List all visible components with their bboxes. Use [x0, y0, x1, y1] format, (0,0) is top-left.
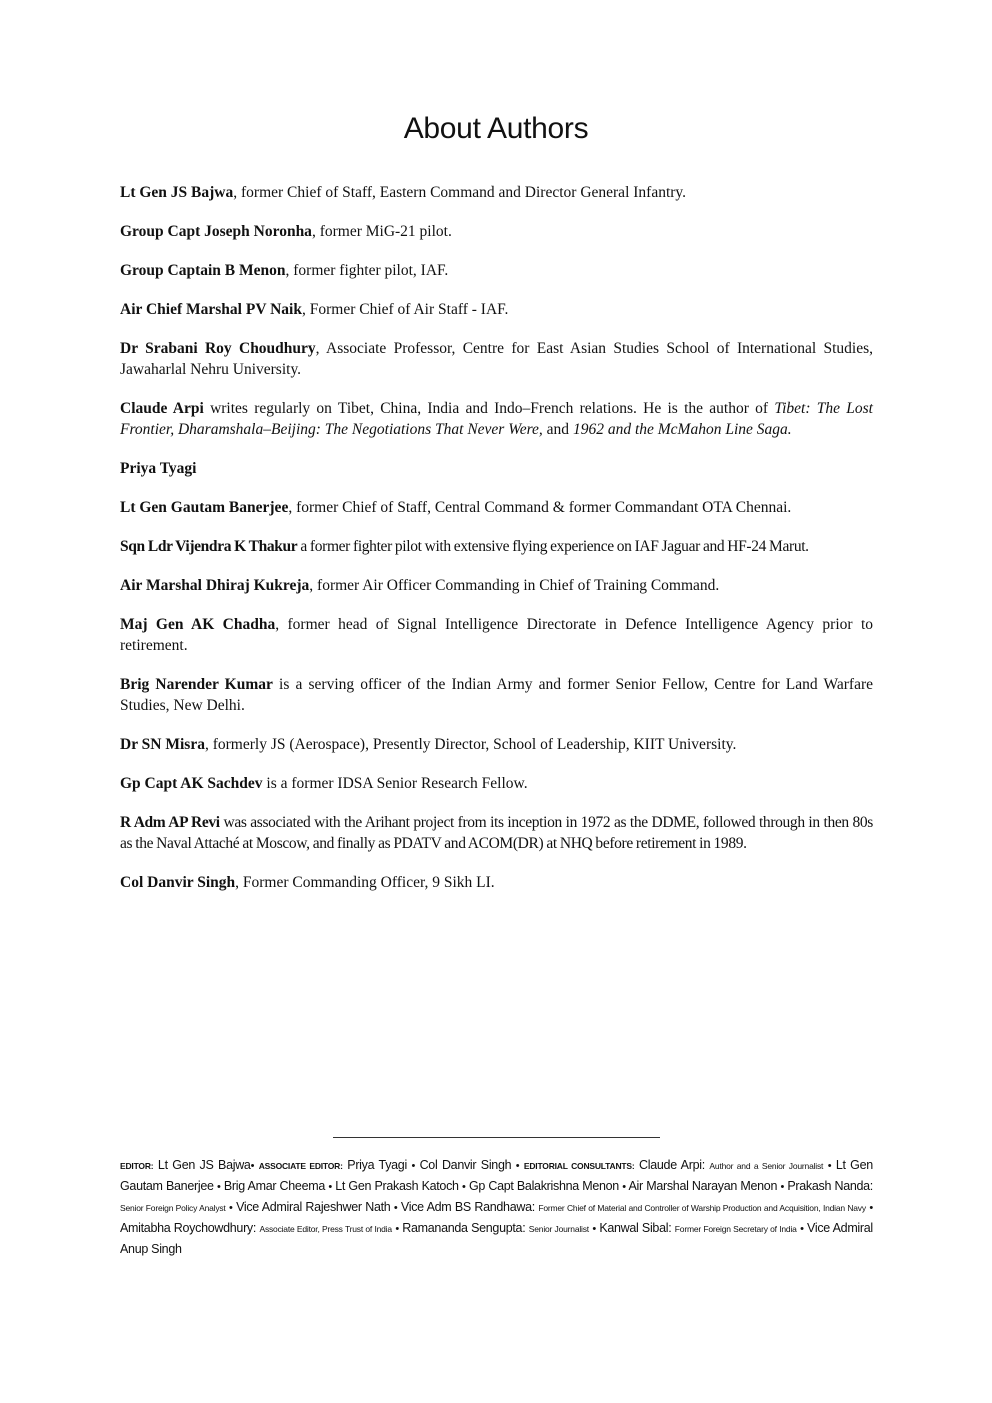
- author-name: Dr Srabani Roy Choudhury: [120, 340, 316, 357]
- author-name: Lt Gen Gautam Banerjee: [120, 499, 289, 516]
- author-description: , former Air Officer Commanding in Chief of Training Command.: [309, 577, 720, 594]
- consultant-title: Associate Editor, Press Trust of India: [259, 1224, 392, 1234]
- consultant-name: Vice Admiral Anup Singh: [120, 1221, 873, 1256]
- author-description: , former MiG-21 pilot.: [311, 223, 452, 240]
- consultant-title: Former Chief of Material and Controller of Warship Production and Acquisition, Indian Navy: [538, 1203, 866, 1213]
- consultant-title: Author and a Senior Journalist: [709, 1161, 824, 1171]
- associate-editor-name: Col Danvir Singh: [419, 1158, 512, 1172]
- bullet-separator: •: [800, 1223, 804, 1235]
- author-entry: [120, 458, 873, 479]
- bullet-separator: •: [395, 1223, 399, 1235]
- consultant-name: Claude Arpi:: [639, 1158, 705, 1172]
- author-entry: [120, 221, 873, 242]
- author-description: , former Chief of Staff, Central Command & former Commandant OTA Chennai.: [288, 499, 792, 516]
- author-entry: [120, 497, 873, 518]
- consultant-name: Vice Adm BS Randhawa:: [400, 1200, 535, 1214]
- author-entry: [120, 536, 873, 557]
- author-description: writes regularly on Tibet, China, India and Indo–French relations. He is the author of: [203, 400, 775, 417]
- author-entry: [120, 674, 873, 716]
- consultant-title: Senior Journalist: [528, 1224, 589, 1234]
- conjunction: and: [542, 421, 573, 438]
- author-entry: [120, 338, 873, 380]
- author-name: Air Chief Marshal PV Naik: [120, 301, 302, 318]
- author-list: [120, 182, 873, 911]
- editorial-masthead: [120, 1155, 873, 1259]
- consultant-title: Senior Foreign Policy Analyst: [120, 1203, 226, 1213]
- consultant-name: Air Marshal Narayan Menon: [628, 1179, 778, 1193]
- author-entry: [120, 812, 873, 854]
- author-entry: [120, 398, 873, 440]
- bullet-separator: •: [250, 1160, 255, 1172]
- author-entry: [120, 773, 873, 794]
- author-description: is a serving officer of the Indian Army and former Senior Fellow, Centre for Land Warfare Studies, New Delhi.: [120, 676, 873, 714]
- author-name: Priya Tyagi: [120, 460, 197, 477]
- author-entry: [120, 260, 873, 281]
- author-name: Claude Arpi: [120, 400, 204, 417]
- author-entry: [120, 734, 873, 755]
- author-entry: [120, 872, 873, 893]
- bullet-separator: •: [827, 1160, 832, 1172]
- consultant-name: Ramananda Sengupta:: [402, 1221, 526, 1235]
- consultant-title: Former Foreign Secretary of India: [674, 1224, 797, 1234]
- author-entry: [120, 575, 873, 596]
- editor-name: Lt Gen JS Bajwa: [157, 1158, 251, 1172]
- author-description: , Former Commanding Officer, 9 Sikh LI.: [235, 874, 495, 891]
- bullet-separator: •: [411, 1160, 416, 1172]
- bullet-separator: •: [328, 1181, 332, 1193]
- author-description: is a former IDSA Senior Research Fellow.: [262, 775, 528, 792]
- author-name: Brig Narender Kumar: [120, 676, 273, 693]
- author-name: Lt Gen JS Bajwa: [120, 184, 234, 201]
- consultant-name: Prakash Nanda:: [787, 1179, 873, 1193]
- bullet-separator: •: [622, 1181, 626, 1193]
- bullet-separator: •: [216, 1181, 221, 1193]
- consultants-label: EDITORIAL CONSULTANTS:: [523, 1161, 635, 1171]
- bullet-separator: •: [393, 1202, 398, 1214]
- author-description: , former fighter pilot, IAF.: [285, 262, 449, 279]
- consultant-name: Vice Admiral Rajeshwer Nath: [236, 1200, 391, 1214]
- consultant-name: Gp Capt Balakrishna Menon: [468, 1179, 619, 1193]
- consultant-name: Kanwal Sibal:: [599, 1221, 672, 1235]
- author-description: , former head of Signal Intelligence Directorate in Defence Intelligence Agency prior to retirement.: [120, 616, 873, 654]
- consultant-name: Amitabha Roychowdhury:: [120, 1221, 257, 1235]
- author-name: Group Capt Joseph Noronha: [120, 223, 312, 240]
- author-name: Col Danvir Singh: [120, 874, 236, 891]
- author-name: Sqn Ldr Vijendra K Thakur: [120, 538, 298, 555]
- author-description: , former Chief of Staff, Eastern Command and Director General Infantry.: [233, 184, 687, 201]
- book-title: 1962 and the McMahon Line Saga.: [572, 421, 792, 438]
- editor-label: EDITOR:: [120, 1161, 154, 1171]
- associate-editor-label: ASSOCIATE EDITOR:: [258, 1161, 343, 1171]
- author-entry: [120, 182, 873, 203]
- consultant-name: Brig Amar Cheema: [223, 1179, 326, 1193]
- bullet-separator: •: [229, 1202, 233, 1214]
- author-entry: [120, 299, 873, 320]
- author-description: , Former Chief of Air Staff - IAF.: [301, 301, 509, 318]
- author-name: Maj Gen AK Chadha: [120, 616, 276, 633]
- associate-editor-name: Priya Tyagi: [347, 1158, 407, 1172]
- author-name: Group Captain B Menon: [120, 262, 286, 279]
- author-description: a former fighter pilot with extensive flying experience on IAF Jaguar and HF-24 Marut.: [297, 538, 809, 555]
- consultant-name: Lt Gen Prakash Katoch: [335, 1179, 459, 1193]
- book-title: Tibet: The Lost Frontier, Dharamshala–Beijing: The Negotiations That Never Were,: [120, 400, 873, 438]
- bullet-separator: •: [869, 1202, 873, 1214]
- author-name: Dr SN Misra: [120, 736, 205, 753]
- author-description: was associated with the Arihant project from its inception in 1972 as the DDME, followed through in then 80s as the Naval Attaché at Moscow, and finally as PDATV and ACOM(DR) at NHQ before retirement in 1989.: [120, 814, 873, 852]
- bullet-separator: •: [462, 1181, 466, 1193]
- consultant-name: Lt Gen Gautam Banerjee: [120, 1158, 873, 1193]
- page-title: About Authors: [403, 112, 589, 145]
- author-name: Air Marshal Dhiraj Kukreja: [120, 577, 310, 594]
- author-description: , formerly JS (Aerospace), Presently Director, School of Leadership, KIIT University.: [204, 736, 737, 753]
- author-name: Gp Capt AK Sachdev: [120, 775, 263, 792]
- author-name: R Adm AP Revi: [120, 814, 220, 831]
- author-entry: [120, 614, 873, 656]
- bullet-separator: •: [515, 1160, 520, 1172]
- bullet-separator: •: [780, 1181, 785, 1193]
- bullet-separator: •: [592, 1223, 596, 1235]
- footer-divider: [333, 1137, 660, 1138]
- author-description: , Associate Professor, Centre for East Asian Studies School of International Studies, Jawaharlal Nehru University.: [120, 340, 873, 378]
